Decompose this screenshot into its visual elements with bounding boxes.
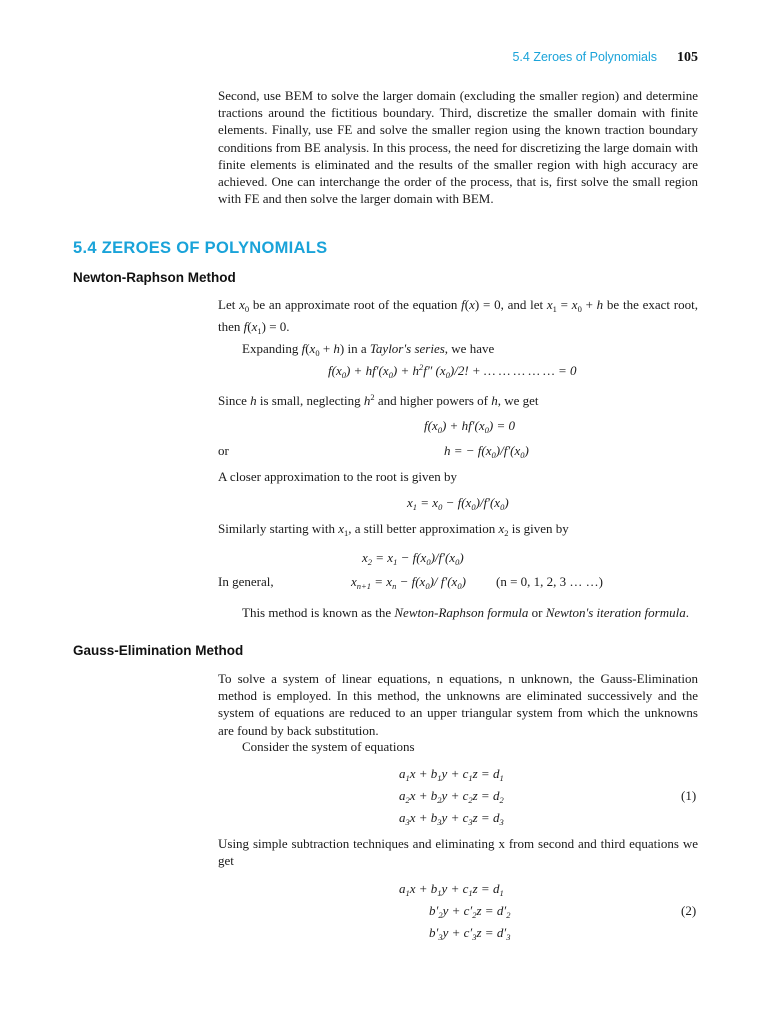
- since-text-d: , we get: [497, 393, 539, 408]
- gauss-paragraph-1: To solve a system of linear equations, n equations, n unknown, the Gauss-Elimination method is employed. In this method, the unknowns are eliminated successively and the system of equations are reduced to an upper triangular system from which the unknowns are found by back substitution.: [218, 671, 698, 738]
- method-known-as-text: [242, 605, 689, 621]
- since-text-b: is small, neglecting: [256, 393, 364, 408]
- since-text-a: Since: [218, 393, 251, 408]
- similarly-text: Similarly starting with $x_1$, a still better approximation $x_2$ is given by: [218, 521, 569, 538]
- newtons-iteration-formula-term: Newton's iteration formula: [545, 605, 686, 620]
- newton-intro: Let $x_0$ be an approximate root of the equation f(x) = 0, and let $x_1 = x_0 + h$ be the exact root, then $f(x_1) = 0$. Expanding $f(x_0 + h)$ in a Taylor's series, we have: [218, 297, 698, 359]
- system2-eq1: $a_1x + b_1y + c_1z = d_1$: [399, 881, 504, 898]
- gauss-elimination-heading: Gauss-Elimination Method: [73, 643, 244, 658]
- since-text-c: and higher powers of: [374, 393, 492, 408]
- general-iteration-equation: $x_{n+1} = x_n - f(x_0)/$ $f'(x_0)$: [351, 574, 466, 591]
- similarly-text-b: , a still better approximation: [348, 521, 499, 536]
- similarly-text-a: Similarly starting with: [218, 521, 339, 536]
- known-text-a: This method is known as the: [242, 605, 395, 620]
- running-head-section: 5.4 Zeroes of Polynomials: [512, 50, 657, 64]
- in-general-label: In general,: [218, 574, 274, 589]
- running-head: [512, 50, 698, 66]
- system1-eq2: $a_2x + b_2y + c_2z = d_2$: [399, 788, 504, 805]
- since-h-small-text: Since h is small, neglecting $h^2$ and higher powers of h, we get: [218, 392, 539, 408]
- page-number: 105: [677, 50, 698, 65]
- equation-label-1: (1): [681, 788, 697, 803]
- x1-equation: $x_1 = x_0 - f(x_0)/f'(x_0)$: [407, 495, 509, 512]
- gauss-paragraph-2: Consider the system of equations: [242, 739, 415, 754]
- x2-equation: $x_2 = x_1 - f(x_0)/f'(x_0)$: [362, 550, 464, 567]
- h-equation: h = − $f(x_0)/f'(x_0)$: [444, 443, 529, 460]
- system1-eq3: $a_3x + b_3y + c_3z = d_3$: [399, 810, 504, 827]
- system2-eq2: $b'_2y + c'_2z = d'_2$: [429, 903, 511, 920]
- newton-raphson-formula-term: Newton-Raphson formula: [394, 605, 529, 620]
- system2-eq3: $b'_3y + c'_3z = d'_3$: [429, 925, 511, 942]
- equation-label-2: (2): [681, 903, 697, 918]
- or-label: or: [218, 443, 229, 458]
- similarly-text-c: is given by: [508, 521, 569, 536]
- known-text-e: .: [685, 605, 689, 620]
- linearized-equation: $f(x_0) + hf'(x_0) = 0$: [424, 418, 515, 435]
- intro-paragraph: Second, use BEM to solve the larger domain (excluding the smaller region) and determine tractions around the fictitious boundary. Third, discretize the smaller domain with finite elements. Finally, use FE and solve the smaller region using the known traction boundary conditions from BE analysis. In this process, the need for discretizing the large domain with finite elements is eliminated and the results of the smaller region with high accuracy are achieved. One can interchange the order of the process, that is, first solve the small region with FE and then solve the larger domain with BEM.: [218, 88, 698, 207]
- gauss-paragraph-3: Using simple subtraction techniques and eliminating x from second and third equations we get: [218, 836, 698, 869]
- newton-raphson-heading: Newton-Raphson Method: [73, 270, 236, 285]
- taylor-expansion-equation: $f(x_0) + hf'(x_0) + h^2f''$ $(x_0)/2$! + … … … … … = 0: [328, 362, 577, 380]
- system1-eq1: $a_1x + b_1y + c_1z = d_1$: [399, 766, 504, 783]
- n-values: (n = 0, 1, 2, 3 … …): [496, 574, 603, 589]
- section-heading: 5.4 ZEROES OF POLYNOMIALS: [73, 239, 328, 257]
- closer-approximation-text: A closer approximation to the root is given by: [218, 469, 458, 484]
- known-text-c: or: [528, 605, 546, 620]
